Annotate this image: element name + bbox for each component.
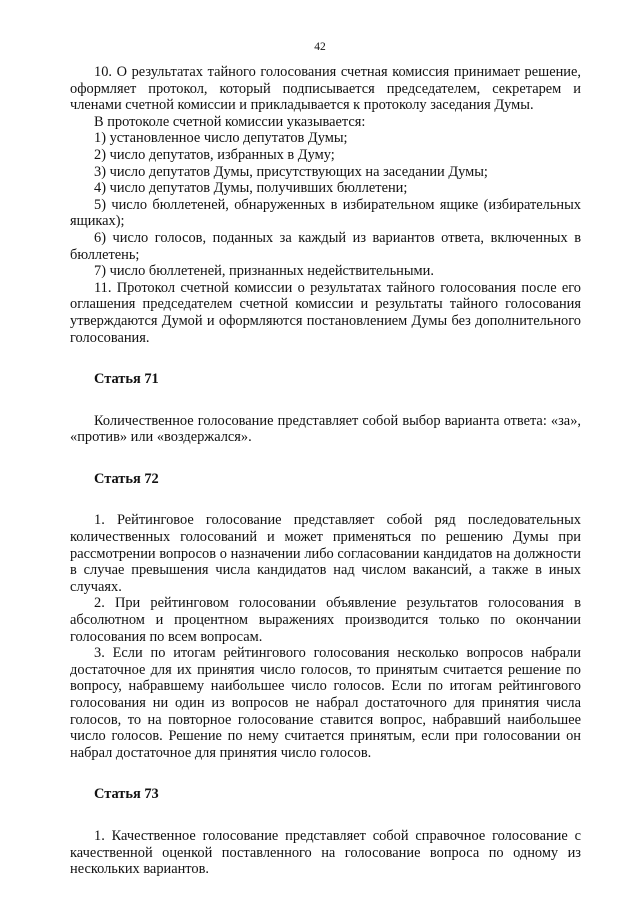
protocol-intro: В протоколе счетной комиссии указывается: [94,113,366,130]
article-71-text: Количественное голосование представляет собой выбор варианта ответа: «за», «против» или «воздержался». [70,412,581,446]
list-item: 6) число голосов, поданных за каждый из вариантов ответа, включенных в бюллетень; [70,229,581,263]
article-71-heading: Статья 71 [94,371,159,388]
paragraph-11: 11. Протокол счетной комиссии о результатах тайного голосования после его оглашения председателем счетной комиссии и результаты тайного голосования утверждаются Думой и оформляются постановлением Думы без дополнительного голосования. [70,279,581,346]
page-number: 42 [314,41,326,53]
document-body [70,64,581,878]
article-72-paragraph-1: 1. Рейтинговое голосование представляет собой ряд последовательных количественных голосований и может применяться по решению Думы при рассмотрении вопросов о назначении либо согласовании кандидатов на должности в случае превышения числа кандидатов над числом вакансий, а также в иных случаях. [70,512,581,595]
list-item: 5) число бюллетеней, обнаруженных в избирательном ящике (избирательных ящиках); [70,196,581,230]
list-item: 1) установленное число депутатов Думы; [94,130,348,147]
article-73-paragraph-1: 1. Качественное голосование представляет собой справочное голосование с качественной оценкой поставленного на голосование вопроса по одному из нескольких вариантов. [70,827,581,878]
list-item: 3) число депутатов Думы, присутствующих на заседании Думы; [94,163,488,180]
article-72-paragraph-3: 3. Если по итогам рейтингового голосования несколько вопросов набрали достаточное для их принятия число голосов, то принятым считается решение по вопросу, набравшему наибольшее число голосов. Если по итогам рейтингового голосования ни один из вопросов не набрал достаточного для принятия числа голосов, то на повторное голосование ставится вопрос, набравший наибольшее число голосов. Решение по нему считается принятым, если при голосовании он набрал достаточное для принятия число голосов. [70,645,581,761]
article-73-heading: Статья 73 [94,786,159,803]
list-item: 7) число бюллетеней, признанных недействительными. [94,263,434,280]
article-72-heading: Статья 72 [94,470,159,487]
paragraph-10: 10. О результатах тайного голосования счетная комиссия принимает решение, оформляет протокол, который подписывается председателем, секретарем и членами счетной комиссии и прикладывается к протоколу заседания Думы. [70,64,581,114]
article-72-paragraph-2: 2. При рейтинговом голосовании объявление результатов голосования в абсолютном и процентном выражениях производится только по окончании голосования по всем вопросам. [70,595,581,645]
list-item: 4) число депутатов Думы, получивших бюллетени; [94,180,408,197]
list-item: 2) число депутатов, избранных в Думу; [94,146,335,163]
